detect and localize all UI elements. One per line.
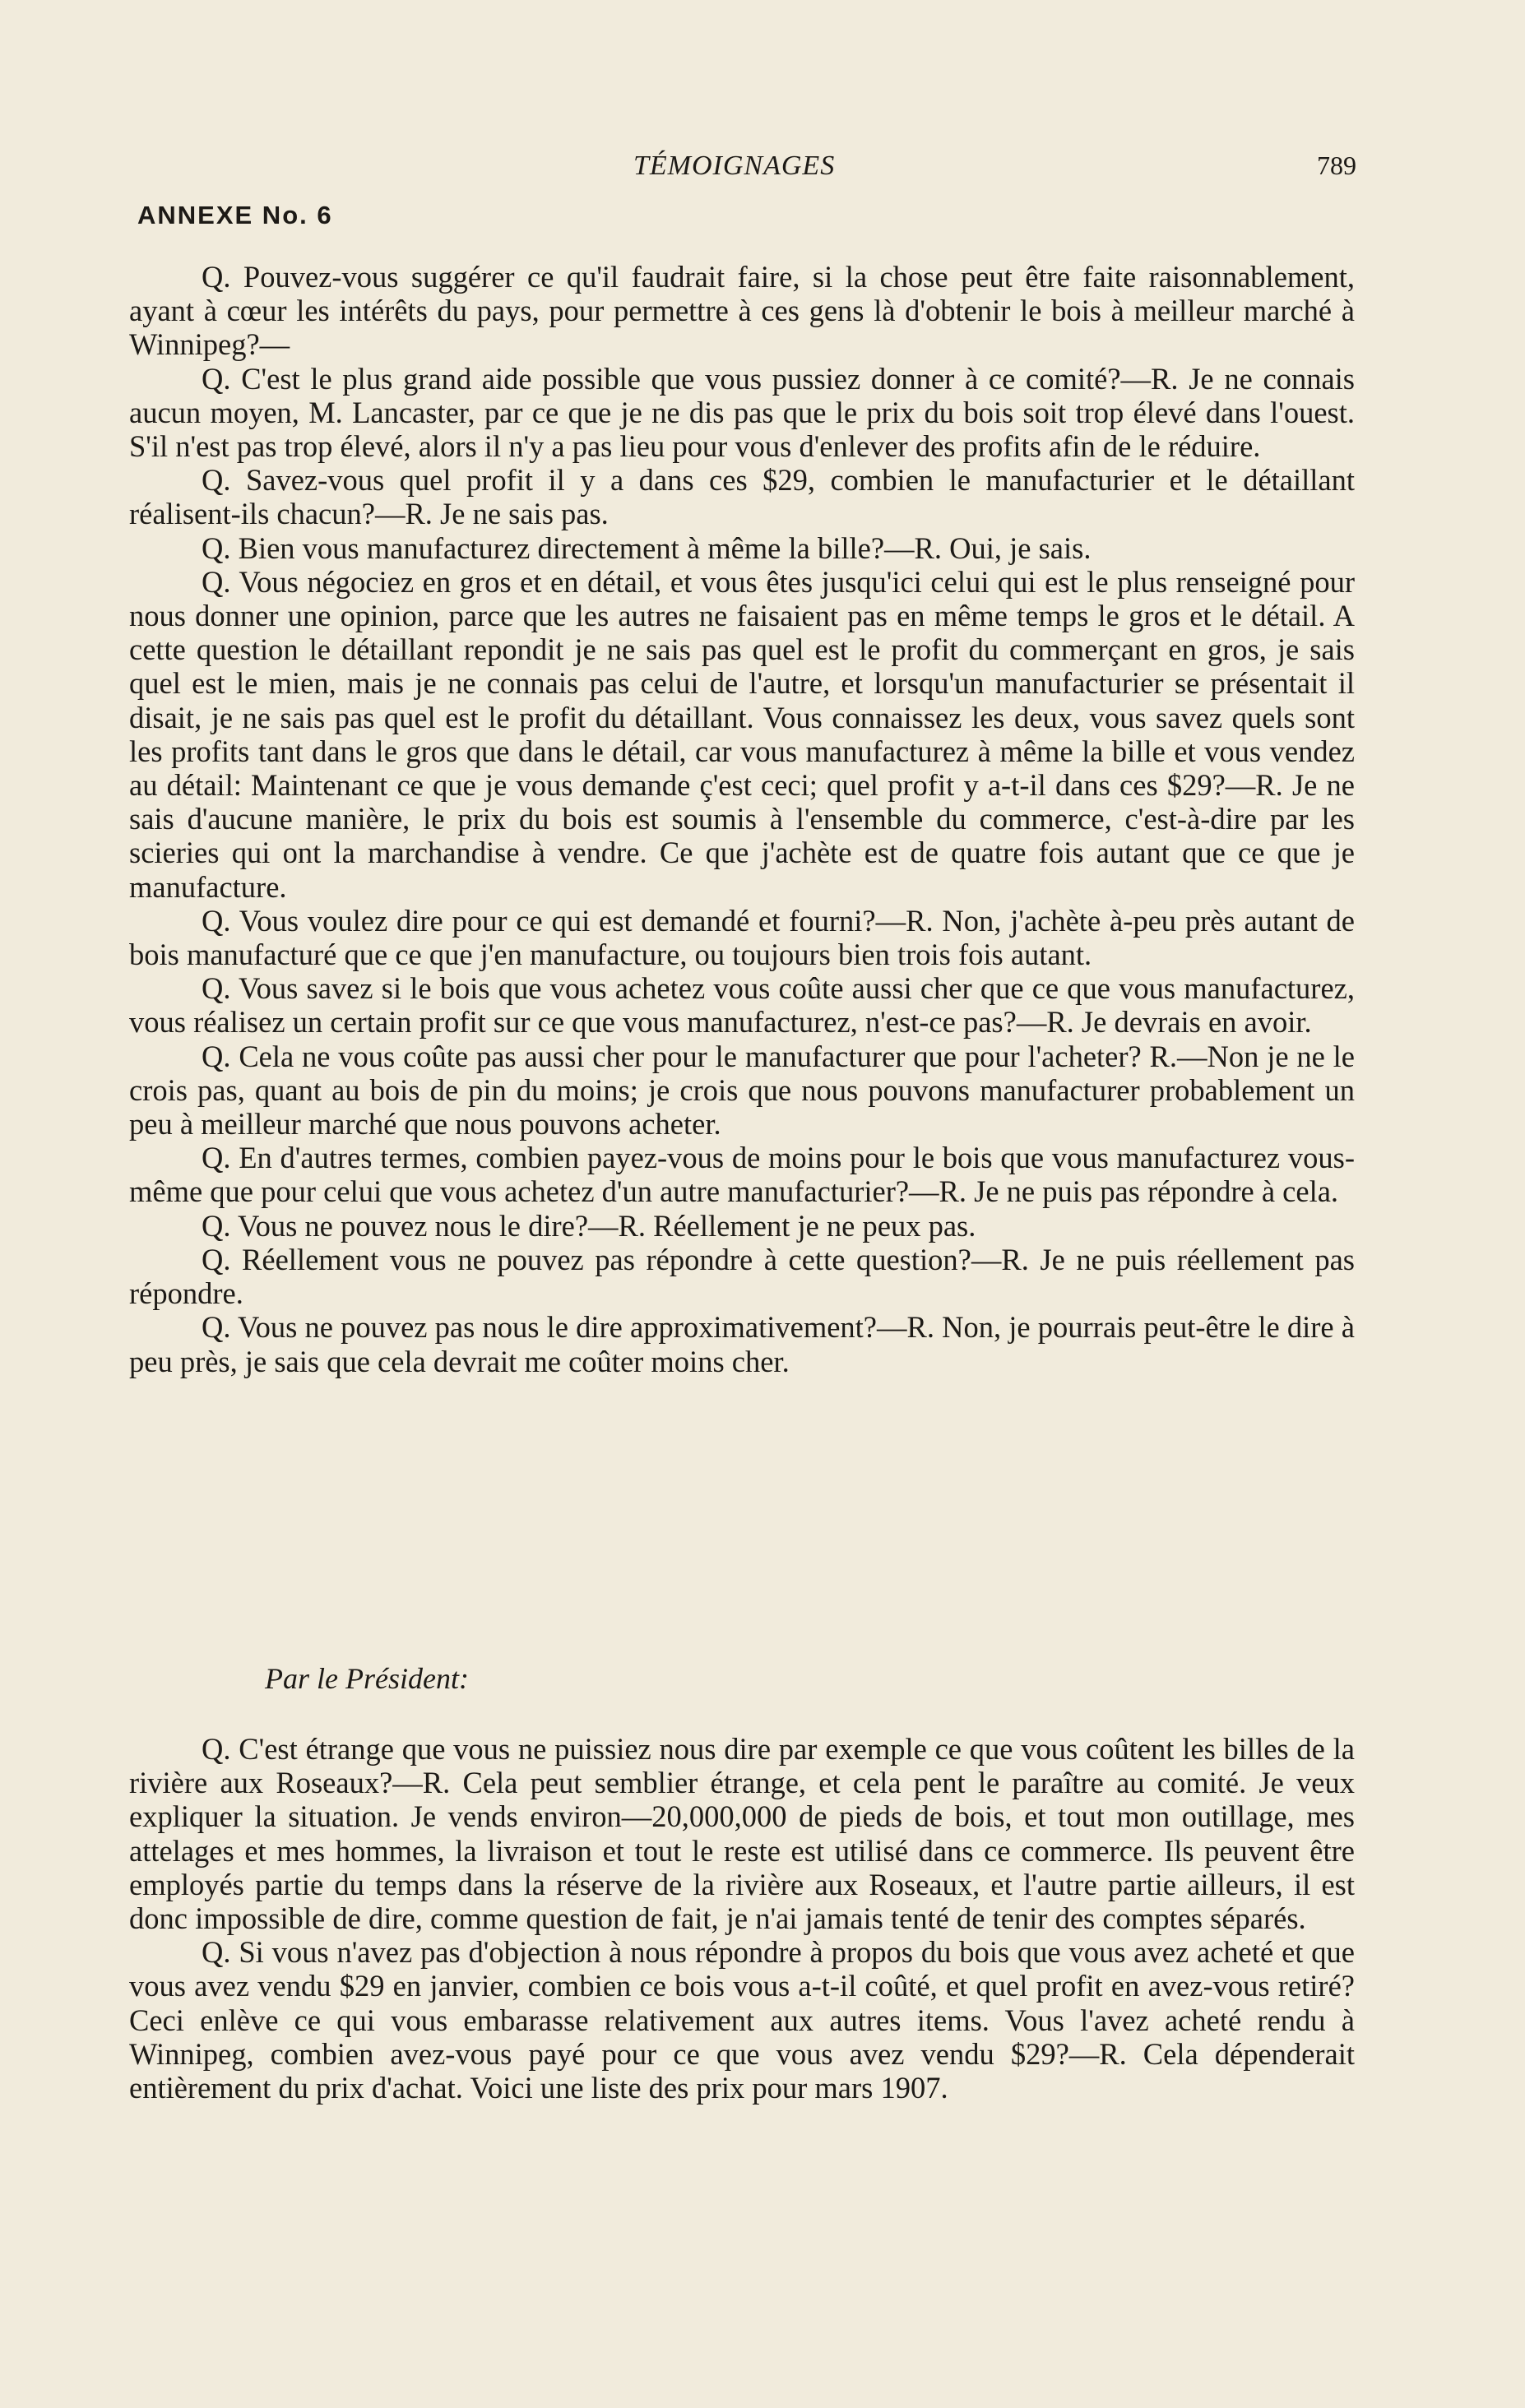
paragraph: Q. Réellement vous ne pouvez pas répondre à cette question?—R. Je ne puis réellement pas répondre. bbox=[129, 1242, 1355, 1311]
paragraph: Q. C'est le plus grand aide possible que vous pussiez donner à ce comité?—R. Je ne connais aucun moyen, M. Lancaster, par ce que je ne dis pas que le prix du bois soit trop élevé dans l'ouest. S'il n'est pas trop élevé, alors il n'y a pas lieu pour vous d'enlever des profits afin de le réduire. bbox=[129, 361, 1355, 464]
paragraph: Q. Savez-vous quel profit il y a dans ces $29, combien le manufacturier et le détaillant réalisent-ils chacun?—R. Je ne sais pas. bbox=[129, 463, 1355, 531]
paragraph: Q. Vous négociez en gros et en détail, et vous êtes jusqu'ici celui qui est le plus renseigné pour nous donner une opinion, parce que les autres ne faisaient pas en même temps le gros et le détail. A cette question le détaillant repondit je ne sais pas quel est le profit du commerçant en gros, je sais quel est le mien, mais je ne connais pas celui de l'autre, et lorsqu'un manufacturier se présentait il disait, je ne sais pas quel est le profit du détaillant. Vous connaissez les deux, vous savez quels sont les profits tant dans le gros que dans le détail, car vous manufacturez à même la bille et vous vendez au détail: Maintenant ce que je vous demande ç'est ceci; quel profit y a-t-il dans ces $29?—R. Je ne sais d'aucune manière, le prix du bois est soumis à l'ensemble du commerce, c'est-à-dire par les scieries qui ont la marchandise à vendre. Ce que j'achète est de quatre fois autant que ce que je manufacture. bbox=[129, 564, 1355, 904]
paragraph: Q. Vous ne pouvez nous le dire?—R. Réellement je ne peux pas. bbox=[202, 1208, 976, 1243]
paragraph: Q. Si vous n'avez pas d'objection à nous répondre à propos du bois que vous avez acheté et que vous avez vendu $29 en janvier, combien ce bois vous a-t-il coûté, et quel profit en avez-vous retiré? Ceci enlève ce qui vous embarasse relativement aux autres items. Vous l'avez acheté rendu à Winnipeg, combien avez-vous payé pour ce que vous avez vendu $29?—R. Cela dépenderait entièrement du prix d'achat. Voici une liste des prix pour mars 1907. bbox=[129, 1935, 1355, 2105]
paragraph: Q. Vous ne pouvez pas nous le dire approximativement?—R. Non, je pourrais peut-être le dire à peu près, je sais que cela devrait me coûter moins cher. bbox=[129, 1310, 1355, 1378]
page-number: 789 bbox=[1317, 150, 1356, 180]
paragraph: Q. Cela ne vous coûte pas aussi cher pour le manufacturer que pour l'acheter? R.—Non je ne le crois pas, quant au bois de pin du moins; je crois que nous pouvons manufacturer probablement un peu à meilleur marché que nous pouvons acheter. bbox=[129, 1039, 1355, 1141]
paragraph: Q. Vous voulez dire pour ce qui est demandé et fourni?—R. Non, j'achète à-peu près autant de bois manufacturé que ce que j'en manufacture, ou toujours bien trois fois autant. bbox=[129, 903, 1355, 972]
paragraph: Q. Pouvez-vous suggérer ce qu'il faudrait faire, si la chose peut être faite raisonnablement, ayant à cœur les intérêts du pays, pour permettre à ces gens là d'obtenir le bois à meilleur marché à Winnipeg?— bbox=[129, 260, 1355, 362]
paragraph: Q. C'est étrange que vous ne puissiez nous dire par exemple ce que vous coûtent les billes de la rivière aux Roseaux?—R. Cela peut semblier étrange, et cela pent le paraître au comité. Je veux expliquer la situation. Je vends environ—20,000,000 de pieds de bois, et tout mon outillage, mes attelages et mes hommes, la livraison et tout le reste est utilisé dans ce commerce. Ils peuvent être employés partie du temps dans la réserve de la rivière aux Roseaux, et l'autre partie ailleurs, il est donc impossible de dire, comme question de fait, je n'ai jamais tenté de tenir des comptes séparés. bbox=[129, 1732, 1355, 1936]
testimony-body bbox=[129, 260, 1355, 1378]
annex-label: ANNEXE No. 6 bbox=[137, 201, 333, 229]
paragraph: Q. Vous savez si le bois que vous achetez vous coûte aussi cher que ce que vous manufacturez, vous réalisez un certain profit sur ce que vous manufacturez, n'est-ce pas?—R. Je devrais en avoir. bbox=[129, 971, 1355, 1040]
paragraph: Q. En d'autres termes, combien payez-vous de moins pour le bois que vous manufacturez vous-même que pour celui que vous achetez d'un autre manufacturier?—R. Je ne puis pas répondre à cela. bbox=[129, 1141, 1355, 1209]
section-heading: Par le Président: bbox=[265, 1662, 469, 1695]
paragraph: Q. Bien vous manufacturez directement à même la bille?—R. Oui, je sais. bbox=[202, 530, 1092, 565]
running-title: TÉMOIGNAGES bbox=[633, 150, 836, 181]
testimony-body-continued bbox=[129, 1732, 1355, 2105]
